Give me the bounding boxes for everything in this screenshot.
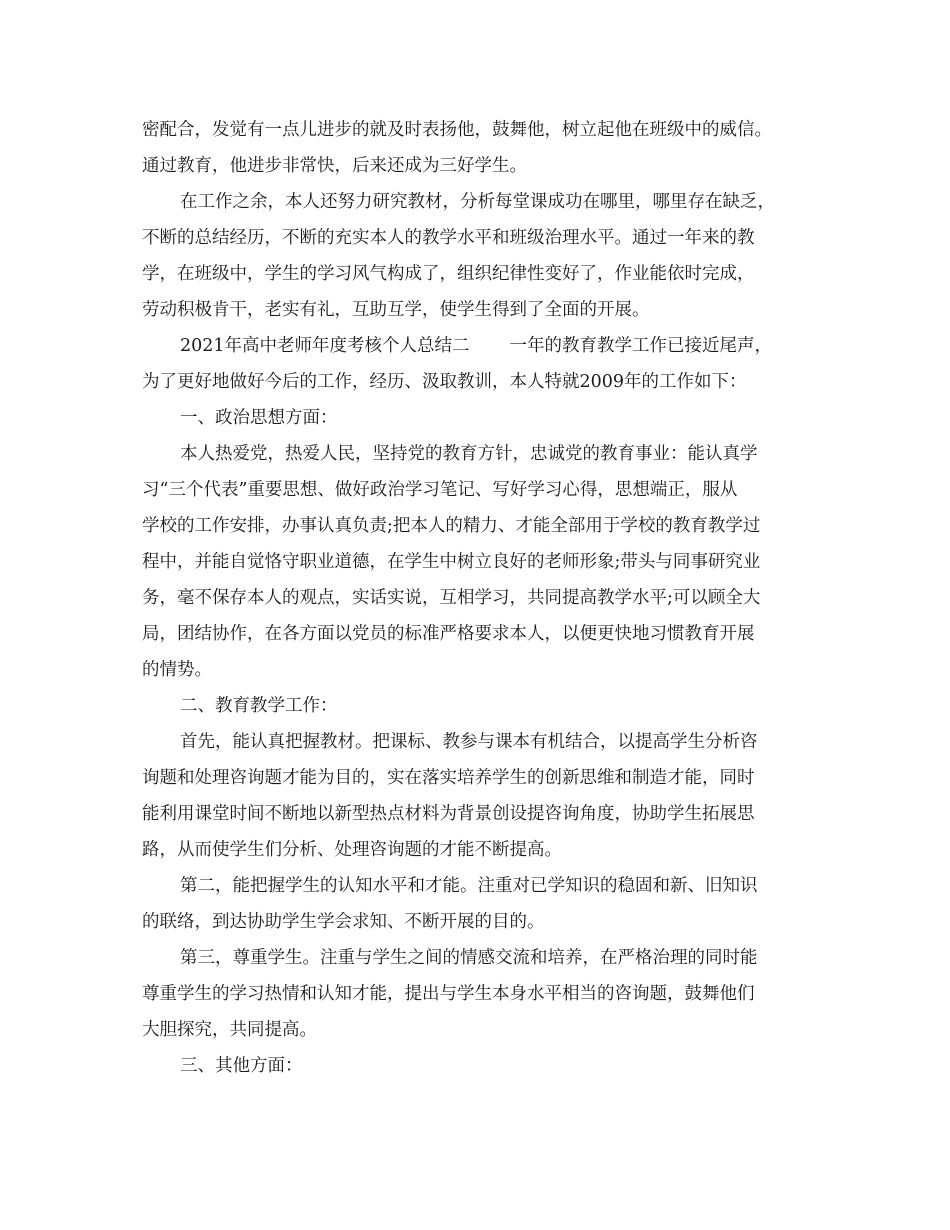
text-line: 学，在班级中，学生的学习风气构成了，组织纪律性变好了，作业能依时完成， — [142, 264, 755, 284]
text-line: 劳动积极肯干，老实有礼，互助互学，使学生得到了全面的开展。 — [142, 300, 650, 320]
text-line: 密配合，发觉有一点儿进步的就及时表扬他，鼓舞他，树立起他在班级中的威信。 — [142, 120, 772, 140]
text-line: 不断的总结经历，不断的充实本人的教学水平和班级治理水平。通过一年来的教 — [142, 228, 755, 248]
text-line: 的联络，到达协助学生学会求知、不断开展的目的。 — [142, 912, 545, 932]
text-line: 通过教育，他进步非常快，后来还成为三好学生。 — [142, 156, 527, 176]
text-line: 在工作之余，本人还努力研究教材，分析每堂课成功在哪里，哪里存在缺乏， — [180, 192, 775, 212]
section-title: 2021年高中老师年度考核个人总结二 — [180, 336, 470, 356]
text-line: 路，从而使学生们分析、处理咨询题的才能不断提高。 — [142, 840, 562, 860]
text-line: 的情势。 — [142, 660, 212, 680]
text-line: 程中，并能自觉恪守职业道德，在学生中树立良好的老师形象;带头与同事研究业 — [142, 552, 761, 572]
section-heading: 二、教育教学工作： — [180, 696, 338, 716]
section-heading: 一、政治思想方面： — [180, 408, 338, 428]
section-heading: 三、其他方面： — [180, 1056, 303, 1076]
text-line: 务，毫不保存本人的观点，实话实说，互相学习，共同提高教学水平;可以顾全大 — [142, 588, 761, 608]
text-line: 习“三个代表”重要思想、做好政治学习笔记、写好学习心得，思想端正，服从 — [142, 480, 738, 500]
text-line: 能利用课堂时间不断地以新型热点材料为背景创设提咨询角度，协助学生拓展思 — [142, 804, 755, 824]
text-line: 尊重学生的学习热情和认知才能，提出与学生本身水平相当的咨询题，鼓舞他们 — [142, 984, 755, 1004]
text-line: 一年的教育教学工作已接近尾声， — [509, 336, 773, 356]
text-line: 为了更好地做好今后的工作，经历、汲取教训，本人特就2009年的工作如下： — [142, 372, 747, 392]
text-line: 局，团结协作，在各方面以党员的标准严格要求本人，以便更快地习惯教育开展 — [142, 624, 755, 644]
text-line: 大胆探究，共同提高。 — [142, 1020, 317, 1040]
text-line: 本人热爱党，热爱人民，坚持党的教育方针，忠诚党的教育事业：能认真学 — [180, 444, 758, 464]
text-line: 第三，尊重学生。注重与学生之间的情感交流和培养，在严格治理的同时能 — [180, 948, 758, 968]
text-line: 学校的工作安排，办事认真负责;把本人的精力、才能全部用于学校的教育教学过 — [142, 516, 761, 536]
section-title-line — [180, 328, 772, 364]
text-line: 询题和处理咨询题才能为目的，实在落实培养学生的创新思维和制造才能，同时 — [142, 768, 755, 788]
text-line: 第二，能把握学生的认知水平和才能。注重对已学知识的稳固和新、旧知识 — [180, 876, 758, 896]
text-line: 首先，能认真把握教材。把课标、教参与课本有机结合，以提高学生分析咨 — [180, 732, 758, 752]
